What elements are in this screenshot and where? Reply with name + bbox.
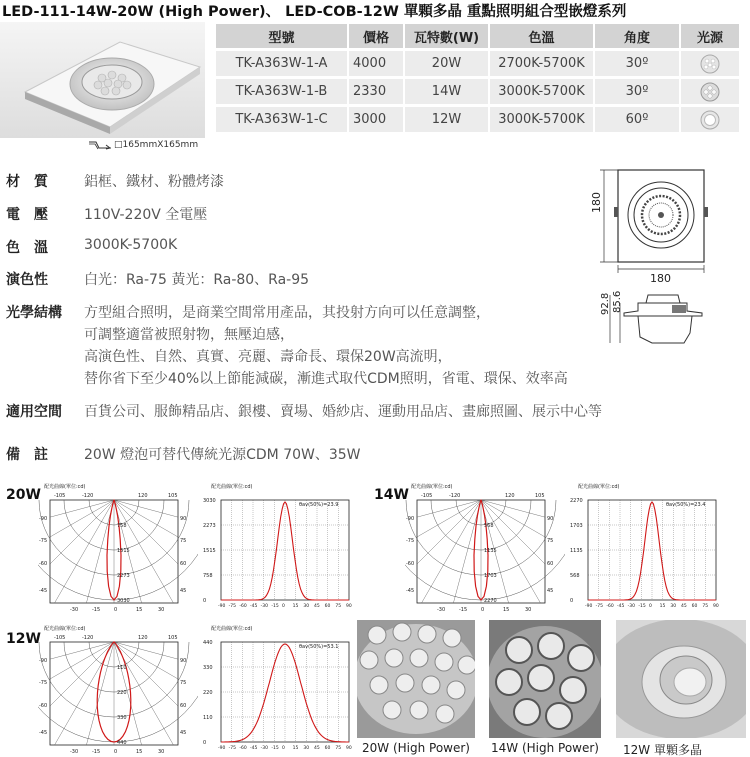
radial-tick-label: 568: [484, 523, 494, 529]
angle-label: 90: [547, 516, 554, 522]
x-tick-label: 0: [649, 604, 652, 609]
x-tick-label: 30: [303, 604, 310, 609]
cell-model: TK-A363W-1-B: [216, 79, 347, 104]
angle-label: 105: [168, 493, 178, 499]
radial-tick-label: 758: [117, 523, 127, 529]
linear-diagram: [201, 480, 361, 612]
polar-diagram: [405, 480, 565, 612]
y-tick-label: 330: [203, 665, 213, 671]
attr-optics: [6, 302, 568, 390]
attr-value: 鋁框、鐵材、粉體烤漆: [84, 174, 224, 190]
angle-label: -120: [82, 635, 94, 641]
attr-key: 光學結構: [6, 305, 62, 321]
beam-angle-annotation: θav(50%)=53.1: [299, 644, 339, 650]
y-tick-label: 758: [203, 573, 213, 579]
attr-key: 演色性: [6, 272, 48, 288]
angle-label: 120: [138, 493, 148, 499]
x-tick-label: -75: [595, 604, 604, 609]
x-tick-label: -90: [218, 746, 226, 751]
radial-tick-label: 1135: [484, 548, 497, 554]
angle-label: 75: [180, 680, 187, 686]
chart-label-14w: 14W: [374, 487, 409, 503]
x-tick-label: 90: [346, 604, 352, 609]
x-tick-label: 75: [335, 604, 342, 609]
cell-light-source: [681, 79, 739, 104]
cell-angle: 30º: [595, 79, 679, 104]
caption-14w: 14W (High Power): [491, 741, 599, 755]
x-tick-label: -90: [585, 604, 593, 609]
optics-line: 高演色性、自然、真實、亮麗、壽命長、環保20W高流明，: [84, 349, 452, 365]
y-tick-label: 2270: [570, 498, 583, 504]
attr-key: 備 註: [6, 447, 48, 463]
angle-label: 30: [158, 607, 165, 612]
x-tick-label: 0: [282, 746, 285, 751]
cell-watt: 12W: [405, 107, 488, 132]
angle-label: 105: [168, 635, 178, 641]
header-watt: 瓦特數(W): [405, 24, 488, 48]
optics-line: 方型組合照明，是商業空間常用產品，其投射方向可以任意調整，: [84, 305, 490, 321]
spec-table: [214, 21, 741, 135]
attr-value: 百貨公司、服飾精品店、銀樓、賣場、婚紗店、運動用品店、畫廊照圖、展示中心等: [84, 404, 602, 420]
angle-label: -105: [54, 493, 66, 499]
x-tick-label: 90: [713, 604, 719, 609]
x-tick-label: -30: [627, 604, 636, 609]
chart-label-20w: 20W: [6, 487, 41, 503]
optics-line: 可調整適當被照射物，無壓迫感，: [84, 327, 294, 343]
chart-title: 配光曲線(單位:cd): [44, 626, 86, 632]
angle-label: -45: [406, 588, 415, 594]
cell-price: 4000: [349, 51, 403, 76]
attr-value: 20W 燈泡可替代傳統光源CDM 70W、35W: [84, 447, 361, 463]
polar-chart-14w: [405, 480, 565, 616]
drawing-depth: 92.8: [600, 292, 611, 315]
attr-material: [6, 171, 224, 191]
radial-tick-label: 2273: [117, 573, 130, 579]
angle-label: -30: [437, 607, 446, 612]
x-tick-label: 75: [335, 746, 342, 751]
drawing-width: 180: [650, 272, 671, 285]
x-tick-label: -75: [228, 604, 237, 609]
y-tick-label: 0: [570, 598, 574, 604]
x-tick-label: 75: [702, 604, 709, 609]
header-model: 型號: [216, 24, 347, 48]
cutout-icon: [88, 140, 112, 150]
chart-title: 配光曲線(單位:cd): [211, 626, 253, 632]
attr-cri: [6, 269, 309, 289]
attr-value: [84, 302, 568, 390]
table-header-row: [216, 24, 739, 48]
chart-title: 配光曲線(單位:cd): [44, 484, 86, 490]
polar-chart-12w: [38, 622, 198, 757]
caption-20w: 20W (High Power): [362, 741, 470, 755]
cell-color-temp: 3000K-5700K: [490, 79, 593, 104]
angle-label: -75: [39, 680, 48, 686]
attr-note: [6, 444, 361, 464]
cell-color-temp: 3000K-5700K: [490, 107, 593, 132]
angle-label: -120: [82, 493, 94, 499]
x-tick-label: -60: [239, 604, 247, 609]
y-tick-label: 1703: [570, 523, 583, 529]
attr-value: 3000K-5700K: [84, 237, 178, 253]
linear-chart-20w: [201, 480, 361, 616]
angle-label: 45: [547, 588, 554, 594]
attr-key: 材 質: [6, 174, 48, 190]
x-tick-label: -45: [617, 604, 625, 609]
x-tick-label: -90: [218, 604, 226, 609]
y-tick-label: 110: [203, 715, 213, 721]
angle-label: -45: [39, 730, 48, 736]
x-tick-label: 30: [670, 604, 677, 609]
y-tick-label: 0: [203, 740, 207, 746]
optics-line: 替你省下至少40%以上節能減碳，漸進式取代CDM照明，省電、環保、效率高: [84, 371, 568, 387]
linear-diagram: [568, 480, 728, 612]
cell-watt: 20W: [405, 51, 488, 76]
angle-label: 45: [180, 588, 187, 594]
angle-label: 30: [525, 607, 532, 612]
cob-led-icon: [700, 110, 720, 130]
x-tick-label: 60: [324, 604, 331, 609]
product-photo: [0, 22, 205, 138]
x-tick-label: 60: [691, 604, 698, 609]
cell-light-source: [681, 107, 739, 132]
radial-tick-label: 330: [117, 715, 127, 721]
angle-label: -60: [406, 561, 415, 567]
cell-light-source: [681, 51, 739, 76]
y-tick-label: 568: [570, 573, 580, 579]
angle-label: 15: [136, 749, 143, 754]
dimension-drawing: [582, 165, 712, 355]
chart-label-12w: 12W: [6, 631, 41, 647]
chart-title: 配光曲線(單位:cd): [578, 484, 620, 490]
cell-angle: 30º: [595, 51, 679, 76]
photo-14w: [489, 620, 601, 738]
y-tick-label: 220: [203, 690, 213, 696]
x-tick-label: -15: [271, 746, 279, 751]
x-tick-label: -15: [638, 604, 646, 609]
angle-label: 0: [114, 607, 118, 612]
polar-diagram: [38, 480, 198, 612]
angle-label: -120: [449, 493, 461, 499]
x-tick-label: -60: [239, 746, 247, 751]
attr-value: 白光：Ra-75 黃光：Ra-80、Ra-95: [84, 272, 310, 288]
drawing-height: 180: [590, 192, 603, 213]
attr-voltage: [6, 204, 207, 224]
angle-label: 90: [180, 658, 187, 664]
x-tick-label: -15: [271, 604, 279, 609]
x-tick-label: 45: [681, 604, 687, 609]
x-tick-label: -60: [606, 604, 614, 609]
cell-price: 2330: [349, 79, 403, 104]
angle-label: 45: [180, 730, 187, 736]
angle-label: -30: [70, 607, 79, 612]
photo-12w: [616, 620, 746, 738]
radial-tick-label: 1703: [484, 573, 497, 579]
angle-label: -15: [459, 607, 468, 612]
attr-value: 110V-220V 全電壓: [84, 207, 208, 223]
x-tick-label: 15: [659, 604, 666, 609]
y-tick-label: 3030: [203, 498, 216, 504]
attr-key: 色 溫: [6, 240, 48, 256]
dimension-note: [88, 140, 198, 150]
multi-led-icon: [700, 54, 720, 74]
angle-label: 120: [138, 635, 148, 641]
radial-tick-label: 110: [117, 665, 127, 671]
radial-tick-label: 1515: [117, 548, 130, 554]
angle-label: 15: [503, 607, 510, 612]
angle-label: -105: [54, 635, 66, 641]
multi-led-icon: [700, 82, 720, 102]
beam-angle-annotation: θav(50%)=23.9: [299, 502, 339, 508]
angle-label: 0: [481, 607, 485, 612]
x-tick-label: 15: [292, 746, 299, 751]
angle-label: 75: [180, 538, 187, 544]
attr-key: 適用空間: [6, 404, 62, 420]
angle-label: 0: [114, 749, 118, 754]
x-tick-label: -45: [250, 746, 258, 751]
header-angle: 角度: [595, 24, 679, 48]
x-tick-label: 60: [324, 746, 331, 751]
table-row: [216, 51, 739, 76]
cell-price: 3000: [349, 107, 403, 132]
angle-label: -105: [421, 493, 433, 499]
angle-label: -45: [39, 588, 48, 594]
angle-label: -75: [406, 538, 415, 544]
x-tick-label: 15: [292, 604, 299, 609]
x-tick-label: 90: [346, 746, 352, 751]
beam-angle-annotation: θav(50%)=23.4: [666, 502, 706, 508]
x-tick-label: -30: [260, 746, 269, 751]
dimension-label: □165mmX165mm: [114, 140, 199, 150]
page-title: LED-111-14W-20W (High Power)、 LED-COB-12W 單顆多晶 重點照明組合型嵌燈系列: [2, 4, 627, 20]
angle-label: 105: [535, 493, 545, 499]
x-tick-label: -75: [228, 746, 237, 751]
photo-20w: [357, 620, 475, 738]
y-tick-label: 0: [203, 598, 207, 604]
x-tick-label: -30: [260, 604, 269, 609]
chart-title: 配光曲線(單位:cd): [411, 484, 453, 490]
angle-label: 15: [136, 607, 143, 612]
angle-label: 60: [180, 561, 187, 567]
x-tick-label: 45: [314, 746, 320, 751]
radial-tick-label: 220: [117, 690, 127, 696]
x-tick-label: 0: [282, 604, 285, 609]
cell-model: TK-A363W-1-C: [216, 107, 347, 132]
angle-label: -60: [39, 561, 48, 567]
angle-label: 120: [505, 493, 515, 499]
angle-label: 30: [158, 749, 165, 754]
y-tick-label: 440: [203, 640, 213, 646]
x-tick-label: 30: [303, 746, 310, 751]
radial-tick-label: 3030: [117, 598, 130, 604]
cell-angle: 60º: [595, 107, 679, 132]
y-tick-label: 2273: [203, 523, 216, 529]
chart-title: 配光曲線(單位:cd): [211, 484, 253, 490]
y-tick-label: 1135: [570, 548, 583, 554]
angle-label: 75: [547, 538, 554, 544]
angle-label: 60: [547, 561, 554, 567]
angle-label: -75: [39, 538, 48, 544]
drawing-depth2: 85.6: [612, 290, 623, 313]
cell-watt: 14W: [405, 79, 488, 104]
polar-chart-20w: [38, 480, 198, 616]
angle-label: -90: [39, 658, 48, 664]
angle-label: -90: [39, 516, 48, 522]
header-light-source: 光源: [681, 24, 739, 48]
caption-12w: 12W 單顆多晶: [623, 743, 702, 757]
radial-tick-label: 2270: [484, 598, 497, 604]
angle-label: -15: [92, 607, 101, 612]
radial-tick-label: 440: [117, 740, 127, 746]
linear-diagram: [201, 622, 361, 754]
x-tick-label: -45: [250, 604, 258, 609]
y-tick-label: 1515: [203, 548, 216, 554]
angle-label: -60: [39, 703, 48, 709]
angle-label: -15: [92, 749, 101, 754]
x-tick-label: 45: [314, 604, 320, 609]
table-row: [216, 79, 739, 104]
attr-space: [6, 401, 602, 421]
cell-model: TK-A363W-1-A: [216, 51, 347, 76]
angle-label: -90: [406, 516, 415, 522]
table-row: [216, 107, 739, 132]
header-color-temp: 色溫: [490, 24, 593, 48]
header-price: 價格: [349, 24, 403, 48]
linear-chart-12w: [201, 622, 361, 757]
angle-label: 60: [180, 703, 187, 709]
angle-label: -30: [70, 749, 79, 754]
attr-color-temp: [6, 237, 177, 257]
linear-chart-14w: [568, 480, 728, 616]
polar-diagram: [38, 622, 198, 754]
attr-key: 電 壓: [6, 207, 48, 223]
angle-label: 90: [180, 516, 187, 522]
cell-color-temp: 2700K-5700K: [490, 51, 593, 76]
